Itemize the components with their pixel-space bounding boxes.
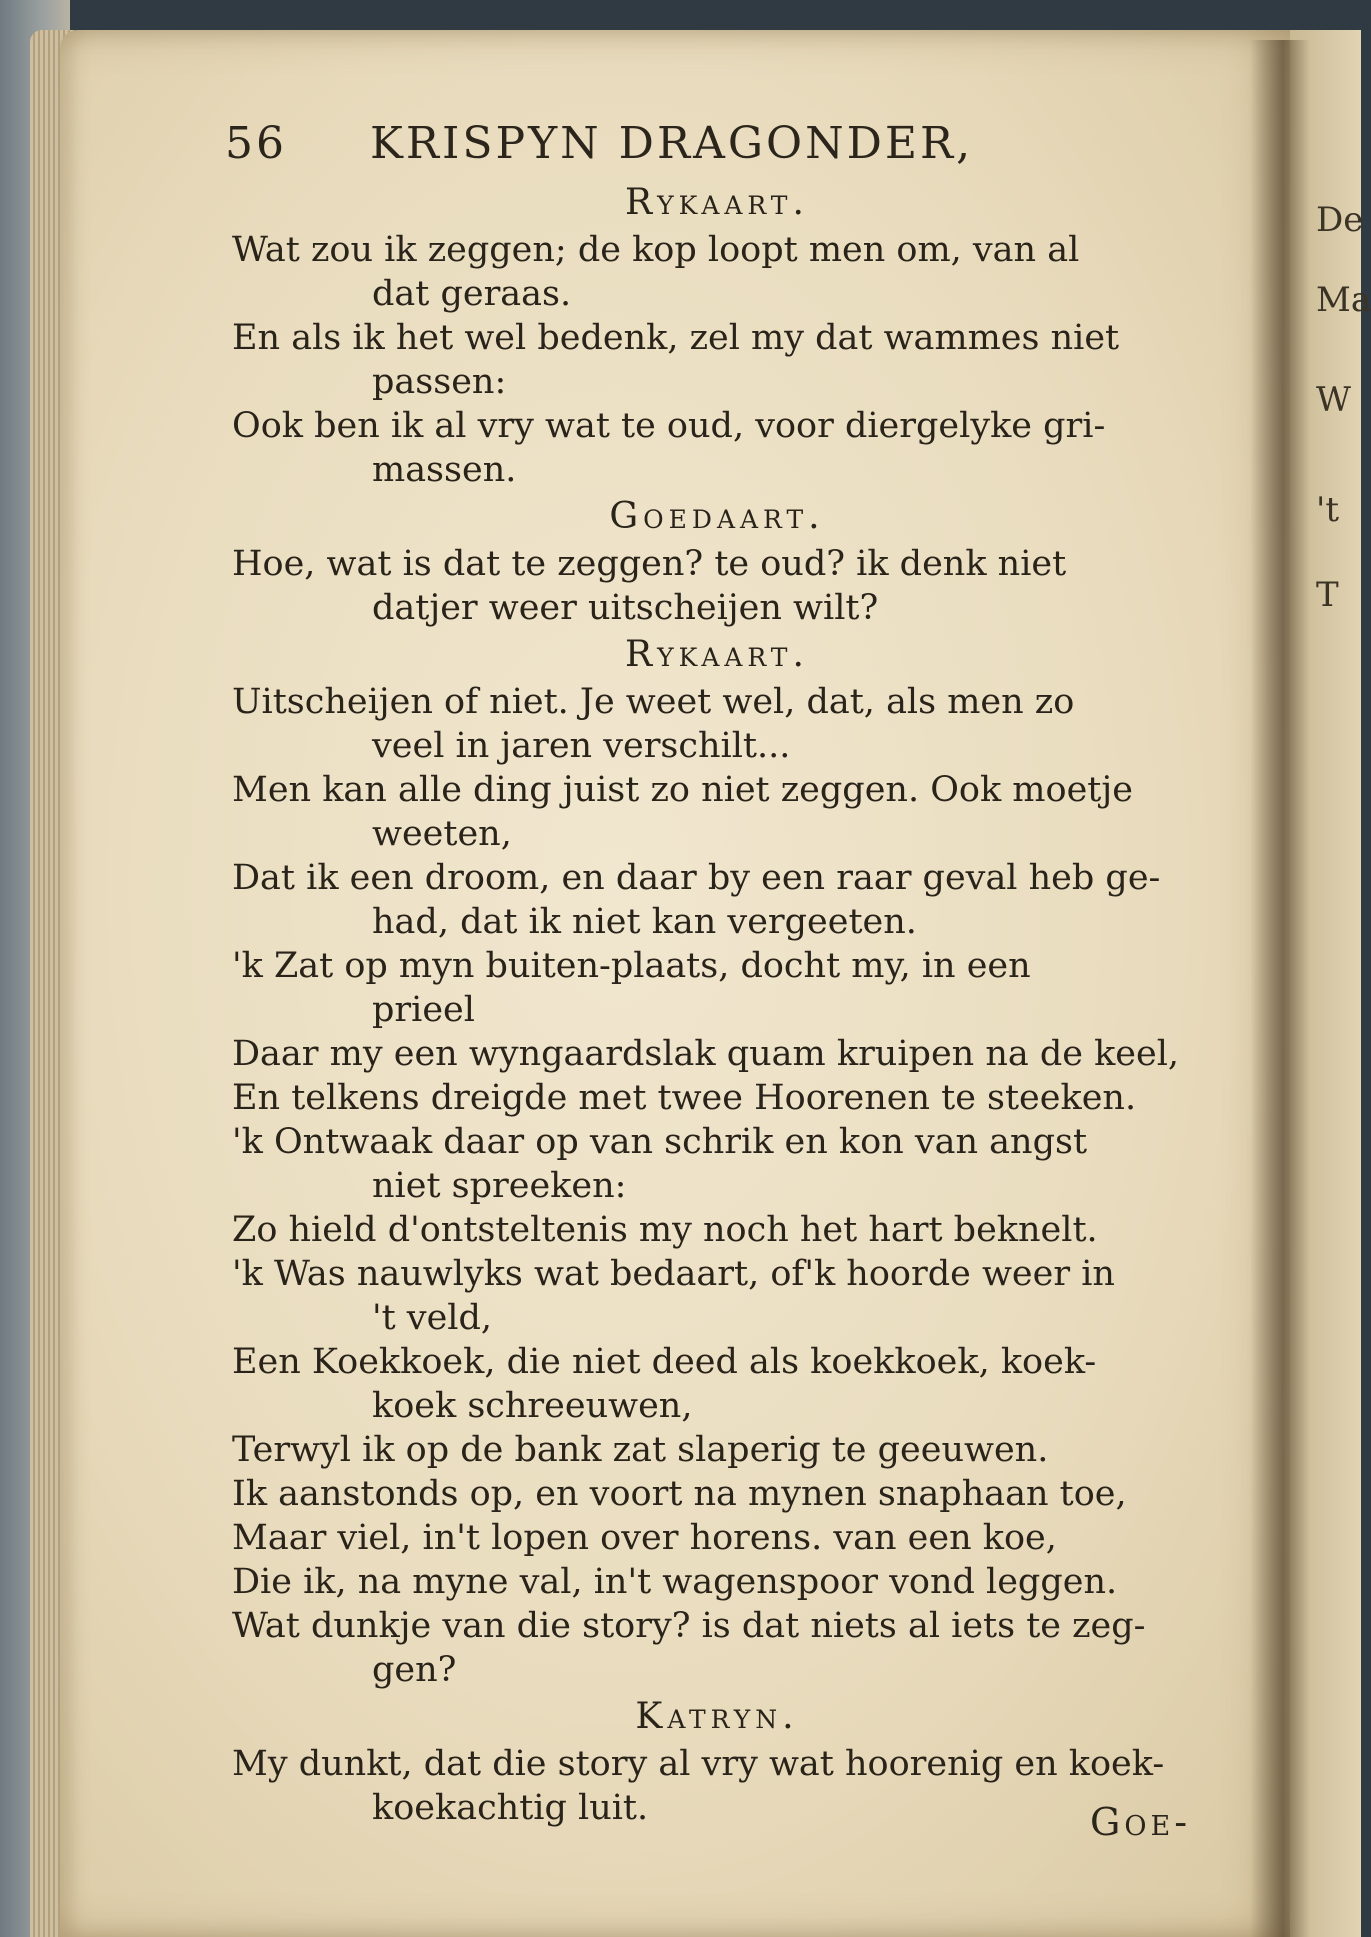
verse-line: My dunkt, dat die story al vry wat hoorenig en koek- (232, 1744, 1165, 1784)
facing-page-fragment: T (1316, 575, 1339, 615)
verse-continuation: massen. (372, 450, 517, 490)
running-title: KRISPYN DRAGONDER, (370, 118, 974, 169)
verse-line: 'k Ontwaak daar op van schrik en kon van angst (232, 1122, 1088, 1162)
verse-line: Een Koekkoek, die niet deed als koekkoek, koek- (232, 1342, 1097, 1382)
catchword: Goe- (1090, 1800, 1192, 1844)
speaker-heading: Rykaart. (625, 182, 809, 223)
verse-continuation: passen: (372, 362, 507, 402)
verse-line: Zo hield d'ontsteltenis my noch het hart beknelt. (232, 1210, 1098, 1250)
verse-line: 'k Zat op myn buiten-plaats, docht my, in een (232, 946, 1031, 986)
facing-page-fragment: Ma (1316, 280, 1371, 320)
facing-page-fragment: 't (1316, 490, 1340, 530)
verse-continuation: weeten, (372, 814, 512, 854)
verse-line: Die ik, na myne val, in't wagenspoor vond leggen. (232, 1562, 1118, 1602)
verse-line: Uitscheijen of niet. Je weet wel, dat, als men zo (232, 682, 1075, 722)
verse-line: Ook ben ik al vry wat te oud, voor diergelyke gri- (232, 406, 1106, 446)
page-number: 56 (225, 118, 287, 169)
verse-line: Wat dunkje van die story? is dat niets al iets te zeg- (232, 1606, 1146, 1646)
verse-line: 'k Was nauwlyks wat bedaart, of'k hoorde weer in (232, 1254, 1115, 1294)
verse-line: Daar my een wyngaardslak quam kruipen na de keel, (232, 1034, 1180, 1074)
verse-line: Maar viel, in't lopen over horens. van een koe, (232, 1518, 1057, 1558)
verse-continuation: niet spreeken: (372, 1166, 627, 1206)
verse-continuation: datjer weer uitscheijen wilt? (372, 588, 879, 628)
verse-line: Dat ik een droom, en daar by een raar geval heb ge- (232, 858, 1161, 898)
verse-continuation: veel in jaren verschilt... (372, 726, 791, 766)
verse-line: Wat zou ik zeggen; de kop loopt men om, van al (232, 230, 1080, 270)
facing-page-fragment: De (1316, 200, 1364, 240)
verse-continuation: koek schreeuwen, (372, 1386, 693, 1426)
speaker-heading: Katryn. (635, 1696, 799, 1737)
verse-continuation: prieel (372, 990, 475, 1030)
speaker-heading: Goedaart. (609, 496, 825, 537)
speaker-heading: Rykaart. (625, 634, 809, 675)
verse-continuation: gen? (372, 1650, 457, 1690)
verse-line: Hoe, wat is dat te zeggen? te oud? ik denk niet (232, 544, 1067, 584)
play-text (232, 178, 1202, 1830)
verse-line: En als ik het wel bedenk, zel my dat wammes niet (232, 318, 1120, 358)
verse-continuation: had, dat ik niet kan vergeeten. (372, 902, 917, 942)
verse-continuation: koekachtig luit. (372, 1788, 649, 1828)
verse-continuation: 't veld, (372, 1298, 493, 1338)
verse-continuation: dat geraas. (372, 274, 572, 314)
book-gutter (1250, 40, 1310, 1937)
facing-page-fragment: W (1316, 380, 1351, 420)
verse-line: Terwyl ik op de bank zat slaperig te geeuwen. (232, 1430, 1049, 1470)
verse-line: Ik aanstonds op, en voort na mynen snaphaan toe, (232, 1474, 1127, 1514)
verse-line: En telkens dreigde met twee Hoorenen te steeken. (232, 1078, 1137, 1118)
verse-line: Men kan alle ding juist zo niet zeggen. Ook moetje (232, 770, 1133, 810)
